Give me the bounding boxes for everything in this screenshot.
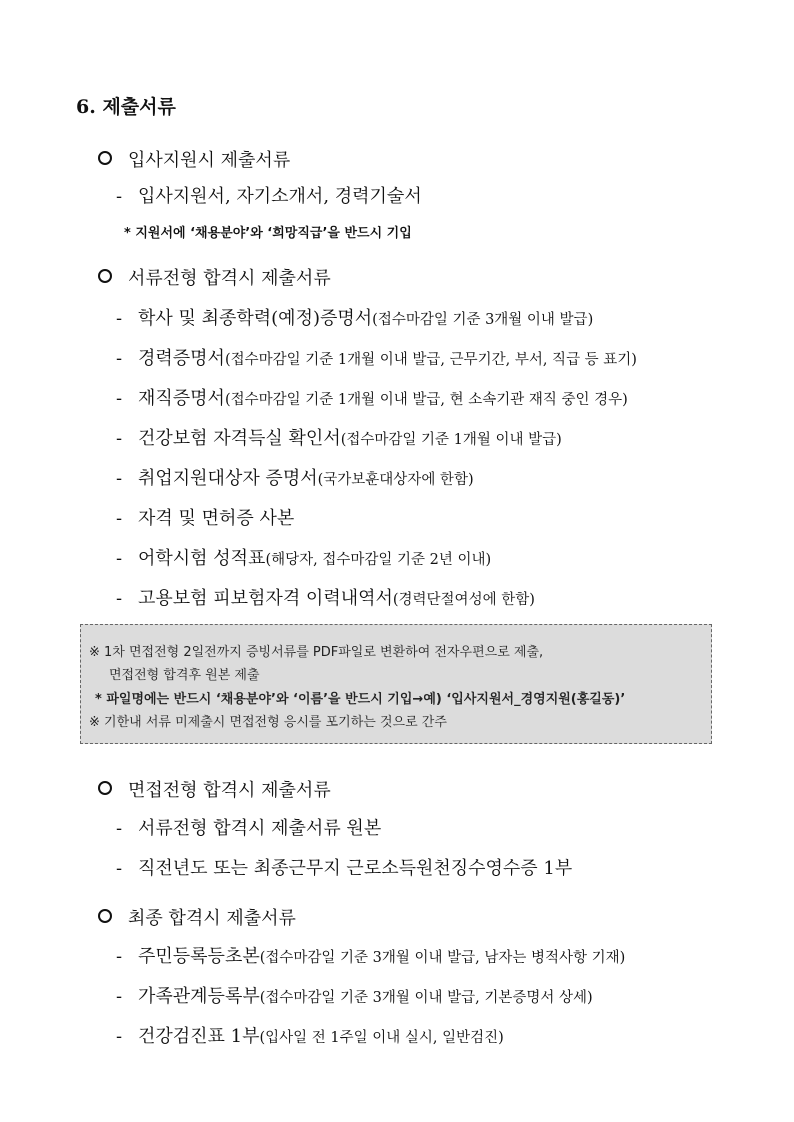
list-item: - 경력증명서(접수마감일 기준 1개월 이내 발급, 근무기간, 부서, 직급 등 표기): [116, 348, 637, 369]
list-item: - 입사지원서, 자기소개서, 경력기술서: [116, 186, 422, 207]
circle-bullet-icon: [98, 269, 112, 283]
circle-bullet-icon: [98, 151, 112, 165]
list-item: - 재직증명서(접수마감일 기준 1개월 이내 발급, 현 소속기관 재직 중인 경우): [116, 388, 628, 409]
section-heading-interview: 면접전형 합격시 제출서류: [98, 776, 331, 802]
section-heading-final: 최종 합격시 제출서류: [98, 904, 296, 930]
list-item: - 주민등록등초본(접수마감일 기준 3개월 이내 발급, 남자는 병적사항 기재): [116, 946, 626, 967]
application-note: * 지원서에 ‘채용분야’와 ‘희망직급’을 반드시 기입: [124, 226, 412, 241]
notice-line: ※ 1차 면접전형 2일전까지 증빙서류를 PDF파일로 변환하여 전자우편으로 제출,: [89, 645, 544, 660]
list-item: - 어학시험 성적표(해당자, 접수마감일 기준 2년 이내): [116, 548, 492, 569]
list-item: - 학사 및 최종학력(예정)증명서(접수마감일 기준 3개월 이내 발급): [116, 308, 594, 329]
notice-line: 면접전형 합격후 원본 제출: [109, 668, 260, 683]
notice-box: [80, 624, 712, 744]
list-item: - 건강보험 자격득실 확인서(접수마감일 기준 1개월 이내 발급): [116, 428, 562, 449]
section-title: 6. 제출서류: [76, 96, 176, 118]
list-item: - 건강검진표 1부(입사일 전 1주일 이내 실시, 일반검진): [116, 1026, 504, 1047]
list-item: - 고용보험 피보험자격 이력내역서(경력단절여성에 한함): [116, 588, 535, 609]
list-item: - 취업지원대상자 증명서(국가보훈대상자에 한함): [116, 468, 474, 489]
list-item: - 자격 및 면허증 사본: [116, 508, 295, 529]
list-item: - 서류전형 합격시 제출서류 원본: [116, 818, 382, 839]
list-item: - 직전년도 또는 최종근무지 근로소득원천징수영수증 1부: [116, 858, 573, 879]
notice-line: ※ 기한내 서류 미제출시 면접전형 응시를 포기하는 것으로 간주: [89, 715, 447, 730]
section-heading-document-screening: 서류전형 합격시 제출서류: [98, 264, 331, 290]
section-heading-application: 입사지원시 제출서류: [98, 146, 290, 172]
notice-line: * 파일명에는 반드시 ‘채용분야’와 ‘이름’을 반드시 기입→예) ‘입사지원서_경영지원(홍길동)’: [95, 692, 626, 707]
circle-bullet-icon: [98, 781, 112, 795]
list-item: - 가족관계등록부(접수마감일 기준 3개월 이내 발급, 기본증명서 상세): [116, 986, 593, 1007]
circle-bullet-icon: [98, 909, 112, 923]
